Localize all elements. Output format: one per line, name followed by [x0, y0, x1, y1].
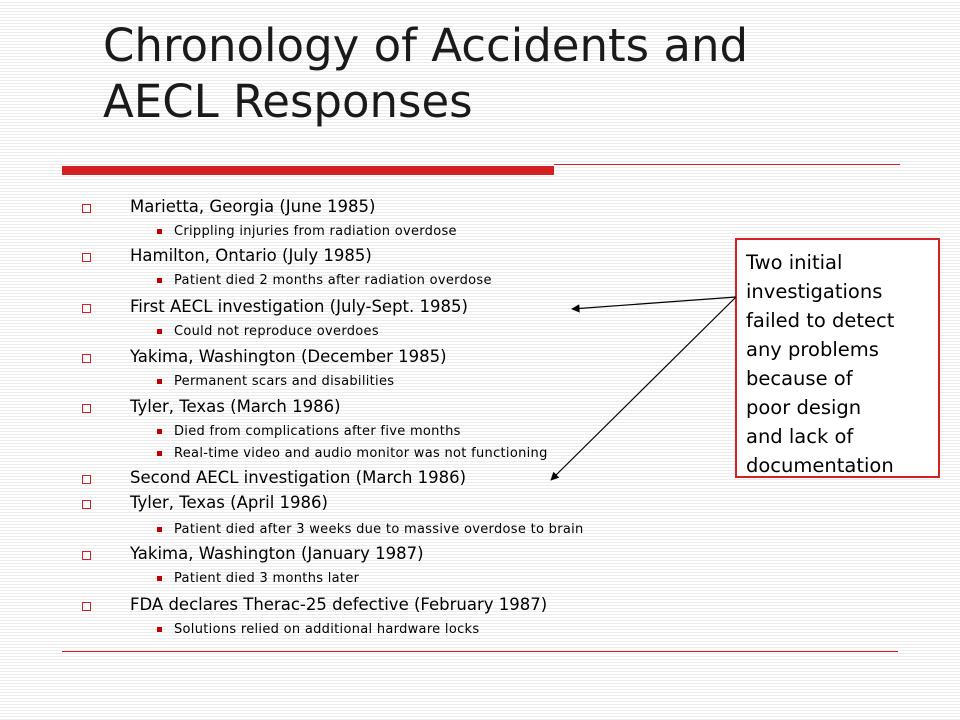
list-subitem-text: Died from complications after five months	[174, 424, 461, 439]
callout-line: investigations	[746, 280, 883, 303]
footer-rule	[62, 651, 898, 652]
list-item-text: Second AECL investigation (March 1986)	[130, 468, 467, 487]
list-subitem-text: Patient died 2 months after radiation overdose	[174, 273, 492, 288]
list-item-text: First AECL investigation (July-Sept. 1985)	[130, 297, 468, 316]
list-subitem-text: Real-time video and audio monitor was not functioning	[174, 446, 548, 461]
list-subitem-text: Patient died 3 months later	[174, 571, 360, 586]
callout-line: because of	[746, 367, 853, 390]
list-item-text: FDA declares Therac-25 defective (February 1987)	[130, 595, 548, 614]
list-subitem-text: Permanent scars and disabilities	[174, 374, 395, 389]
list-item-text: Hamilton, Ontario (July 1985)	[130, 246, 372, 265]
slide-title-line-2: AECL Responses	[103, 75, 473, 128]
list-item-text: Yakima, Washington (December 1985)	[130, 347, 447, 366]
callout-line: poor design	[746, 396, 862, 419]
callout-line: any problems	[746, 338, 879, 361]
list-subitem-text: Solutions relied on additional hardware locks	[174, 622, 480, 637]
callout-line: documentation	[746, 454, 894, 477]
list-item-text: Tyler, Texas (March 1986)	[130, 397, 341, 416]
arrow-to-second-investigation	[551, 297, 736, 480]
list-subitem-text: Patient died after 3 weeks due to massive overdose to brain	[174, 522, 584, 537]
list-subitem-text: Could not reproduce overdoes	[174, 324, 379, 339]
callout-line: Two initial	[746, 251, 843, 274]
callout-line: failed to detect	[746, 309, 895, 332]
list-item-text: Tyler, Texas (April 1986)	[130, 493, 328, 512]
list-item-text: Marietta, Georgia (June 1985)	[130, 197, 376, 216]
callout-line: and lack of	[746, 425, 854, 448]
slide-title-line-1: Chronology of Accidents and	[103, 19, 749, 72]
list-item-text: Yakima, Washington (January 1987)	[130, 544, 424, 563]
list-subitem-text: Crippling injuries from radiation overdose	[174, 224, 457, 239]
arrow-to-first-investigation	[572, 297, 736, 309]
